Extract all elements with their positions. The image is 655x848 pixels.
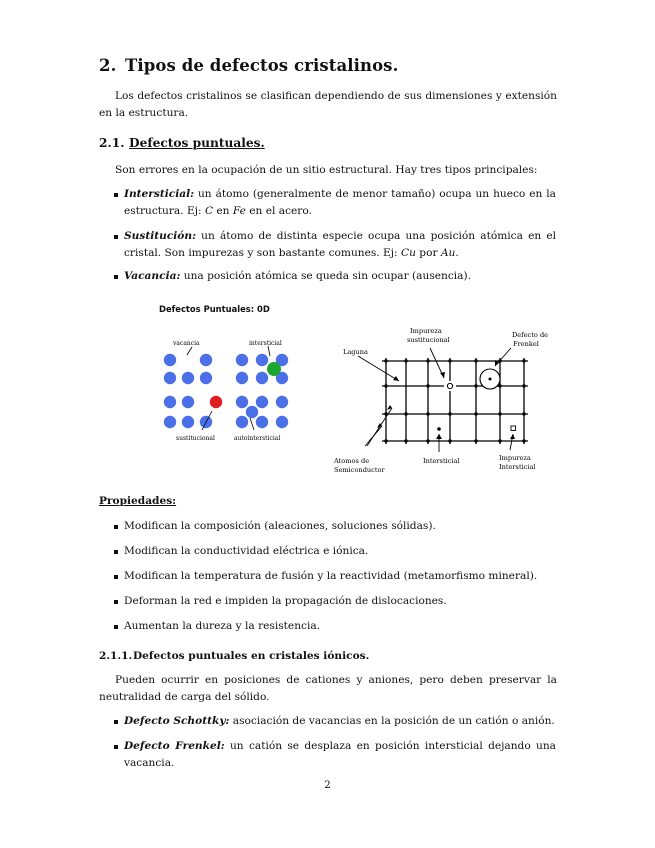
- bullet-text: Modifican la composición (aleaciones, soluciones sólidas).: [124, 520, 436, 532]
- bullet-item-vacancia: [114, 268, 556, 285]
- bullet-text: [114, 228, 556, 262]
- subsection-title: Defectos puntuales.: [129, 136, 265, 150]
- section-number: 2.: [99, 56, 117, 75]
- lattice-atom: [164, 354, 176, 366]
- lattice-atom: [256, 372, 268, 384]
- intro-paragraph: Los defectos cristalinos se clasifican dependiendo de sus dimensiones y extensión en la estructura.: [99, 90, 557, 119]
- grid-atom: [404, 412, 407, 415]
- figure-title: Defectos Puntuales: 0D: [159, 304, 270, 314]
- bullet-marker: [114, 193, 118, 197]
- lattice-atom: [276, 396, 288, 408]
- arrow-vacancia: [187, 347, 192, 355]
- lattice-atom: [164, 416, 176, 428]
- label-laguna: Laguna: [343, 348, 368, 356]
- propiedades-heading: Propiedades:: [99, 495, 177, 507]
- point-defects-figure: [150, 318, 570, 480]
- lattice-atom: [164, 372, 176, 384]
- grid-atom: [522, 359, 525, 362]
- grid-atom: [522, 439, 525, 442]
- bullet-item-intersticial: [114, 186, 556, 220]
- bullet-text: [114, 186, 556, 220]
- grid-atom: [448, 359, 451, 362]
- arrow-autointersticial: [250, 418, 254, 430]
- grid-atom: [384, 359, 387, 362]
- bullet-term: Intersticial:: [124, 188, 195, 200]
- section-title: Tipos de defectos cristalinos.: [125, 56, 399, 75]
- propiedad-item: [114, 543, 556, 560]
- element-symbol: Cu: [401, 247, 416, 259]
- bullet-item-schottky: [114, 713, 556, 730]
- bullet-marker: [114, 235, 118, 239]
- label-impureza-sust-2: sustitucional: [407, 336, 450, 344]
- subsubsection-title: Defectos puntuales en cristales iónicos.: [133, 650, 370, 662]
- subsection-intro: Son errores en la ocupación de un sitio estructural. Hay tres tipos principales:: [115, 164, 538, 176]
- lattice-atom: [236, 396, 248, 408]
- propiedad-item: [114, 518, 556, 535]
- lattice-atom: [236, 354, 248, 366]
- bullet-text: Modifican la temperatura de fusión y la reactividad (metamorfismo mineral).: [124, 570, 538, 582]
- label-vacancia: vacancia: [173, 340, 200, 347]
- grid-atom: [426, 384, 429, 387]
- lattice-atom: [256, 354, 268, 366]
- propiedad-item: [114, 568, 556, 585]
- lattice-atom: [200, 372, 212, 384]
- bullet-term: Defecto Frenkel:: [124, 740, 225, 752]
- grid-atom: [498, 439, 501, 442]
- bullet-text: [114, 738, 556, 772]
- substitutional-atom: [210, 396, 222, 408]
- arrow-intersticial: [268, 346, 270, 356]
- arrow-laguna: [358, 356, 399, 381]
- ionic-intro-paragraph: Pueden ocurrir en posiciones de cationes y aniones, pero deben preservar la neutralidad de carga del sólido.: [99, 674, 557, 703]
- interstitial-impurity-marker: [511, 426, 516, 431]
- label-impureza-sust-1: Impureza: [410, 327, 442, 335]
- bullet-body: por: [415, 247, 441, 259]
- interstitial-dot: [437, 427, 441, 431]
- subsection-number: 2.1.: [99, 136, 125, 150]
- frenkel-atom: [489, 378, 492, 381]
- grid-atom: [474, 359, 477, 362]
- label-intersticial-right: Intersticial: [423, 457, 460, 465]
- subsection-heading: [99, 136, 265, 150]
- bullet-term: Sustitución:: [124, 230, 196, 242]
- lattice-atom: [236, 416, 248, 428]
- bullet-body: asociación de vacancias en la posición de un catión o anión.: [229, 715, 555, 727]
- grid-atom: [384, 439, 387, 442]
- label-intersticial: intersticial: [249, 340, 282, 347]
- bullet-body: en el acero.: [245, 205, 312, 217]
- grid-atom: [404, 439, 407, 442]
- bullet-term: Vacancia:: [124, 270, 181, 282]
- bullet-marker: [114, 575, 118, 579]
- interstitial-atom: [267, 362, 281, 376]
- lattice-atom: [256, 416, 268, 428]
- grid-atom: [404, 359, 407, 362]
- subsubsection-number: 2.1.1.: [99, 650, 133, 662]
- grid-atom: [522, 384, 525, 387]
- semiconductor-grid: [382, 358, 528, 444]
- right-arrows: [358, 348, 513, 452]
- grid-atom: [426, 412, 429, 415]
- bullet-marker: [114, 550, 118, 554]
- bullet-body: una posición atómica se queda sin ocupar (ausencia).: [180, 270, 471, 282]
- bullet-marker: [114, 745, 118, 749]
- bullet-marker: [114, 275, 118, 279]
- substitutional-impurity-marker: [447, 383, 452, 388]
- label-atomos-1: Atomos de: [334, 457, 370, 465]
- self-interstitial-atom: [246, 406, 258, 418]
- bullet-body: en: [213, 205, 233, 217]
- bullet-marker: [114, 625, 118, 629]
- lattice-atom: [182, 372, 194, 384]
- bullet-text: Aumentan la dureza y la resistencia.: [124, 620, 321, 632]
- grid-atom: [426, 359, 429, 362]
- lattice-atom: [276, 416, 288, 428]
- bullet-text: Modifican la conductividad eléctrica e iónica.: [124, 545, 369, 557]
- lattice-atom: [182, 416, 194, 428]
- lattice-atom: [182, 396, 194, 408]
- bullet-marker: [114, 525, 118, 529]
- bullet-marker: [114, 600, 118, 604]
- propiedad-item: [114, 618, 556, 635]
- section-heading: [99, 56, 398, 75]
- grid-atom: [498, 384, 501, 387]
- bullet-item-frenkel: [114, 738, 556, 772]
- lattice-atom: [164, 396, 176, 408]
- grid-atom: [474, 384, 477, 387]
- label-frenkel-2: Frenkel: [513, 340, 539, 348]
- label-atomos-2: Semiconductor: [334, 466, 385, 474]
- element-symbol: Au: [440, 247, 456, 259]
- label-frenkel-1: Defecto de: [512, 331, 549, 339]
- grid-atom: [474, 439, 477, 442]
- bullet-body: un átomo de distinta especie ocupa una posición atómica en el cristal. Son impurezas y son bastante comunes. Ej:: [124, 230, 556, 259]
- page-number: 2: [324, 779, 331, 791]
- grid-atom: [498, 412, 501, 415]
- bullet-body: .: [455, 247, 459, 259]
- element-symbol: Fe: [232, 205, 246, 217]
- label-impureza-int-2: Intersticial: [499, 463, 536, 471]
- lattice-atom: [200, 354, 212, 366]
- grid-atom: [426, 439, 429, 442]
- label-impureza-int-1: Impureza: [499, 454, 531, 462]
- grid-atom: [384, 384, 387, 387]
- bullet-body: un catión se desplaza en posición intersticial dejando una vacancia.: [124, 740, 556, 769]
- grid-atom: [448, 439, 451, 442]
- label-sustitucional: sustitucional: [176, 435, 215, 442]
- bullet-item-sustitucion: [114, 228, 556, 262]
- label-autointersticial: autointersticial: [234, 435, 281, 442]
- bullet-marker: [114, 720, 118, 724]
- element-symbol: C: [204, 205, 214, 217]
- bullet-body: un átomo (generalmente de menor tamaño) ocupa un hueco en la estructura. Ej:: [124, 188, 556, 217]
- grid-atom: [522, 412, 525, 415]
- lattice-atom: [256, 396, 268, 408]
- propiedad-item: [114, 593, 556, 610]
- bullet-term: Defecto Schottky:: [124, 715, 230, 727]
- subsubsection-heading: [99, 650, 369, 662]
- grid-atom: [474, 412, 477, 415]
- bullet-text: [114, 268, 556, 285]
- lattice-atom: [236, 372, 248, 384]
- bullet-text: Deforman la red e impiden la propagación de dislocaciones.: [124, 595, 447, 607]
- grid-atom: [448, 412, 451, 415]
- bullet-text: [114, 713, 556, 730]
